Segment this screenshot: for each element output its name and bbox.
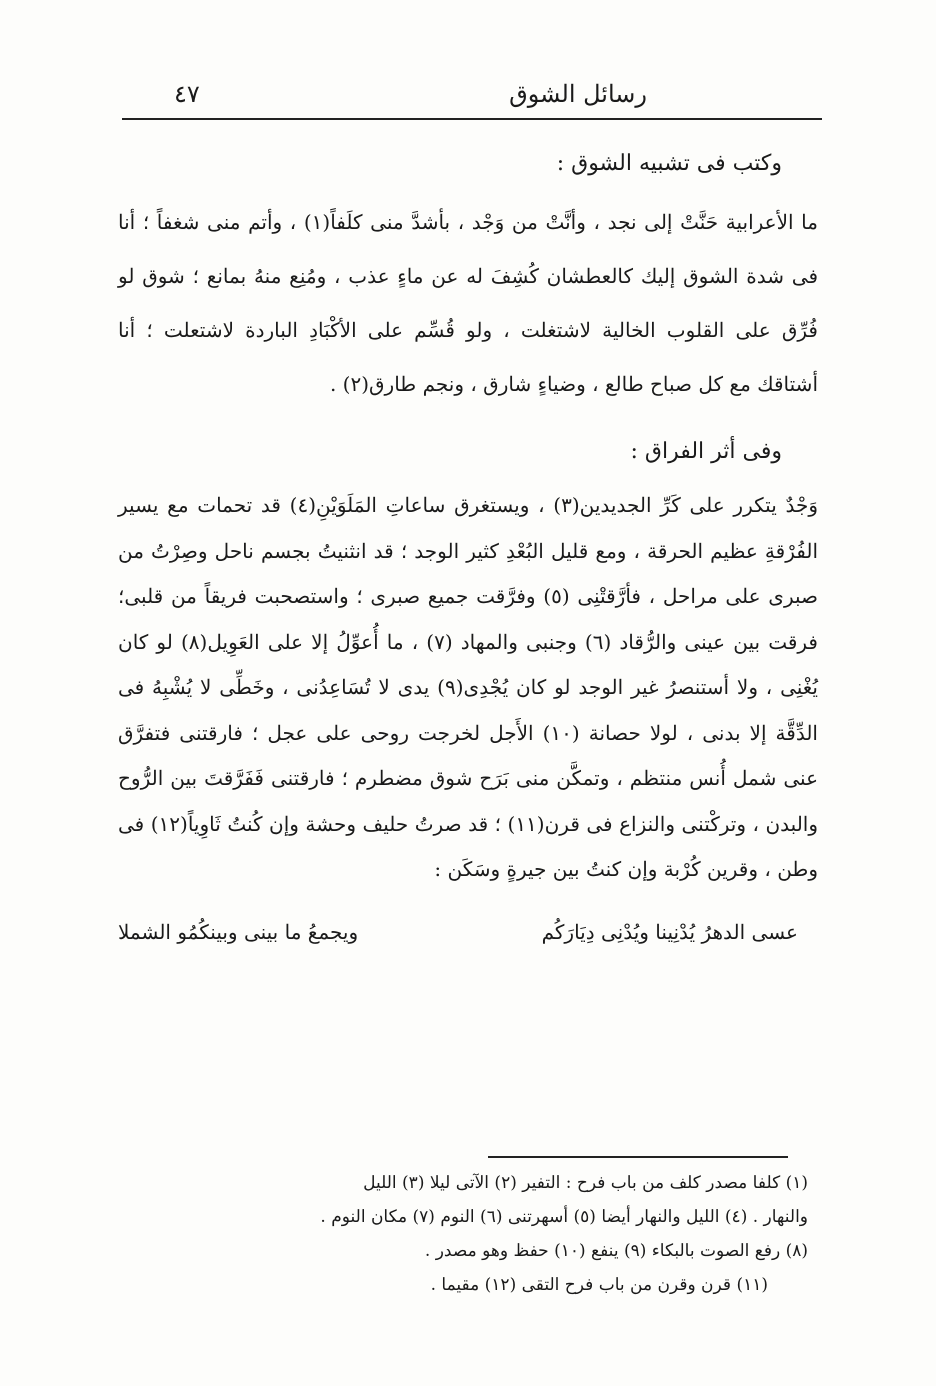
verse-second-hemistich: ويجمعُ ما بينى وبينكُمُو الشملا <box>118 919 359 944</box>
footnote-line: (٨) رفع الصوت بالبكاء (٩) ينفع (١٠) حفظ وهو مصدر . <box>424 1241 808 1261</box>
section-gap <box>118 411 818 433</box>
page-body <box>118 145 818 957</box>
poetry-verse <box>118 907 818 957</box>
section-paragraph: ما الأعرابية حَنَّتْ إلى نجد ، وأنَّتْ من وَجْد ، بأشدَّ منى كلَفاً(١) ، وأتم منى شغفاً ؛ أنا فى شدة الشوق إليك كالعطشان كُشِفَ له عن ماءٍ عذب ، ومُنِع منهُ بمانع ؛ شوق لو فُرِّق على القلوب الخالية لاشتغلت ، ولو قُسِّم على الأكْبَادِ الباردة لاشتعلت ؛ أنا أشتاقك مع كل صباح طالع ، وضياءٍ شارق ، ونجم طارق(٢) . <box>118 210 818 396</box>
page-header <box>122 72 822 120</box>
section-athar-al-firaq <box>118 433 818 957</box>
section-heading: وكتب فى تشبيه الشوق : <box>556 151 782 176</box>
footnote-divider <box>488 1156 788 1158</box>
section-tashbih-al-shawq <box>118 145 818 411</box>
footnote-line: (١) كلفا مصدر كلف من باب فرح : التفير (٢) الآتى ليلا (٣) الليل <box>363 1173 808 1193</box>
section-paragraph: وَجْدٌ يتكرر على كَرِّ الجديدين(٣) ، ويستغرق ساعاتِ المَلَوَيْنِ(٤) قد تحمات مع يسير الفُرْقةِ عظيم الحرقة ، ومع قليل البُعْدِ كثير الوجد ؛ قد انثنيتُ بجسم ناحل وصِرْتُ من صبرى على مراحل ، فأرَّقتْنِى (٥) وفرَّقت جميع صبرى ؛ واستصحبت فريقاً من قلبى؛ فرقت بين عينى والرُّقاد (٦) وجنبى والمهاد (٧) ، ما أُعوِّلُ إلا على العَوِيل(٨) لو كان يُغْنِى ، ولا أستنصرُ غير الوجد لو كان يُجْدِى(٩) يدى لا تُسَاعِدُنى ، وخَطِّى لا يُشْبِهُ فى الدِّقَّة إلا بدنى ، لولا حصانة (١٠) الأَجل لخرجت روحى على عجل ؛ فارقتنى فتفرَّق عنى شمل أُنس منتظم ، وتمكَّن منى بَرَح شوق مضطرم ؛ فارقتنى فَفَرَّقتَ بين الرُّوح والبدن ، وتركْتنى والنزاع فى قرن(١١) ؛ قد صرتُ حليف وحشة وإن كُنتُ ثَاوِياً(١٢) فى وطن ، وقرين كُرْبة وإن كنتُ بين جيرةٍ وسَكَن : <box>118 493 819 881</box>
page-number: ٤٧ <box>174 80 200 108</box>
verse-first-hemistich: عسى الدهرُ يُدْنِينا ويُدْنِى دِيَارَكُم <box>541 919 798 944</box>
running-title: رسائل الشوق <box>509 80 647 108</box>
section-heading: وفى أثر الفراق : <box>630 439 782 464</box>
footnotes <box>118 1166 808 1302</box>
footnote-line: (١١) قرن وقرن من باب فرح التقى (١٢) مقيما . <box>430 1275 768 1295</box>
footnote-line: والنهار . (٤) الليل والنهار أيضا (٥) أسهرتنى (٦) النوم (٧) مكان النوم . <box>320 1207 808 1227</box>
